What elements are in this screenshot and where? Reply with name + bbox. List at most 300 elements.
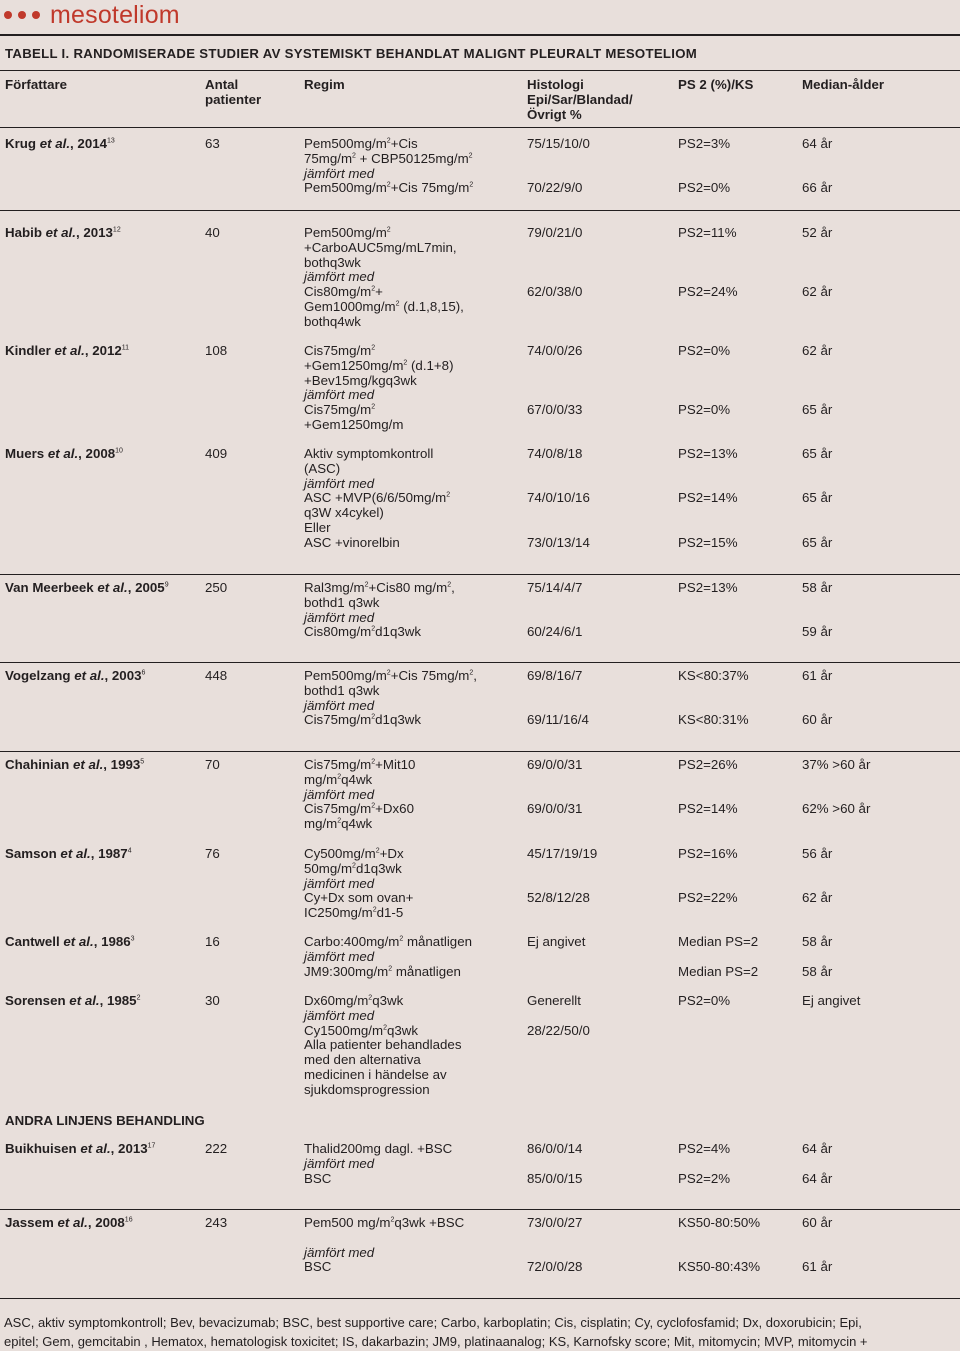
- author-cell: [5, 758, 144, 773]
- reference-number: 3: [130, 935, 135, 943]
- regimen-line: [304, 994, 403, 1009]
- superscript: 2: [371, 285, 376, 293]
- regimen-line: [304, 536, 400, 551]
- regimen-text: sjukdomsprogression: [304, 1081, 430, 1097]
- histology-cell: Generellt: [527, 993, 581, 1008]
- reference-number: 10: [115, 447, 123, 455]
- regimen-text: BSC: [304, 1259, 332, 1275]
- regimen-line: [304, 950, 374, 965]
- superscript: 2: [371, 625, 376, 633]
- author-name: Van Meerbeek: [5, 580, 94, 595]
- age-cell: 62% >60 år: [802, 801, 871, 817]
- author-year: , 2014: [70, 136, 108, 151]
- regimen-text: bothd1 q3wk: [304, 594, 380, 610]
- superscript: 2: [375, 847, 380, 855]
- superscript: 2: [468, 152, 473, 160]
- histology-cell: 86/0/0/14: [527, 1141, 583, 1156]
- regimen-line: [304, 758, 415, 773]
- regimen-text: Cy500mg/m: [304, 846, 376, 861]
- regimen-line: [304, 817, 372, 832]
- author-etal: et al.: [93, 580, 128, 595]
- regimen-text: (d.1+8): [407, 357, 454, 373]
- regimen-line: [304, 1068, 447, 1083]
- author-name: Samson: [5, 846, 57, 861]
- regimen-text: Cis75mg/m: [304, 757, 372, 772]
- author-etal: et al.: [70, 668, 105, 683]
- regimen-line: [304, 1246, 374, 1261]
- regimen-text: Pem500mg/m: [304, 180, 387, 196]
- regimen-line: [304, 847, 404, 862]
- age-cell: Ej angivet: [802, 993, 861, 1008]
- regimen-text: jämfört med: [304, 269, 375, 285]
- brand-title: mesoteliom: [50, 0, 180, 29]
- ps-cell: PS2=0%: [678, 402, 731, 418]
- histology-cell: 75/14/4/7: [527, 580, 583, 595]
- histology-cell: 60/24/6/1: [527, 624, 583, 640]
- author-cell: [5, 344, 129, 359]
- age-cell: 66 år: [802, 180, 833, 196]
- author-name: Sorensen: [5, 993, 66, 1008]
- author-cell: [5, 669, 145, 684]
- superscript: 2: [403, 359, 408, 367]
- regimen-line: [304, 773, 372, 788]
- header-histology-1: Histologi: [527, 77, 584, 92]
- regimen-line: [304, 506, 384, 521]
- header-histology-3: Övrigt %: [527, 107, 582, 122]
- author-etal: et al.: [59, 934, 94, 949]
- regimen-line: [304, 477, 374, 492]
- patients-cell: 63: [205, 136, 220, 151]
- reference-number: 17: [147, 1142, 156, 1150]
- regimen-text: Gem1000mg/m: [304, 299, 396, 314]
- author-year: , 1986: [93, 934, 131, 949]
- ps-cell: PS2=13%: [678, 446, 738, 461]
- superscript: 2: [337, 817, 342, 825]
- header-patients-2: patienter: [205, 92, 262, 107]
- age-cell: 65 år: [802, 402, 833, 418]
- author-cell: [5, 581, 169, 596]
- section-label: ANDRA LINJENS BEHANDLING: [5, 1113, 205, 1128]
- author-year: , 2005: [127, 580, 165, 595]
- regimen-text: +: [375, 284, 383, 300]
- regimen-line: [304, 241, 457, 256]
- regimen-line: [304, 462, 340, 477]
- ps-cell: PS2=16%: [678, 846, 738, 861]
- regimen-text: Ral3mg/m: [304, 580, 365, 595]
- age-cell: 65 år: [802, 534, 833, 550]
- regimen-line: [304, 388, 374, 403]
- regimen-text: q3wk +BSC: [394, 1215, 465, 1230]
- age-cell: 56 år: [802, 846, 833, 861]
- regimen-text: jämfört med: [304, 475, 375, 491]
- regimen-text: Cy1500mg/m: [304, 1022, 384, 1038]
- histology-cell: 75/15/10/0: [527, 136, 590, 151]
- author-name: Kindler: [5, 343, 51, 358]
- ps-cell: PS2=26%: [678, 757, 738, 772]
- regimen-line: [304, 625, 421, 640]
- patients-cell: 108: [205, 343, 228, 358]
- regimen-line: [304, 877, 374, 892]
- superscript: 2: [447, 581, 452, 589]
- footnote-line: epitel; Gem, gemcitabin , Hematox, hematologisk toxicitet; IS, dakarbazin; JM9, platinaanalog; KS, Karnofsky score; Mit, mitomycin; MVP, mitomycin +: [4, 1334, 868, 1349]
- age-cell: 61 år: [802, 1259, 833, 1275]
- regimen-line: [304, 611, 374, 626]
- age-cell: 60 år: [802, 1215, 833, 1230]
- author-name: Habib: [5, 225, 42, 240]
- author-etal: et al.: [50, 343, 85, 358]
- histology-cell: 52/8/12/28: [527, 890, 590, 906]
- histology-cell: 73/0/0/27: [527, 1215, 583, 1230]
- regimen-line: [304, 669, 477, 684]
- superscript: 2: [386, 669, 391, 677]
- regimen-text: Cis75mg/m: [304, 402, 372, 418]
- superscript: 2: [352, 862, 356, 870]
- superscript: 2: [372, 906, 377, 914]
- regimen-text: Cis75mg/m: [304, 343, 372, 358]
- regimen-text: d1q3wk: [355, 860, 402, 876]
- regimen-text: ASC +vinorelbin: [304, 534, 400, 550]
- regimen-line: [304, 1053, 421, 1068]
- regimen-line: [304, 344, 375, 359]
- brand-dot-icon: [18, 11, 26, 19]
- superscript: 2: [364, 581, 369, 589]
- author-year: , 2003: [104, 668, 142, 683]
- regimen-text: +Bev15mg/kgq3wk: [304, 372, 417, 388]
- regimen-text: IC250mg/m: [304, 905, 373, 921]
- author-name: Chahinian: [5, 757, 70, 772]
- header-age: Median-ålder: [802, 77, 885, 92]
- regimen-line: [304, 1009, 374, 1024]
- patients-cell: 448: [205, 668, 228, 683]
- regimen-line: [304, 374, 417, 389]
- age-cell: 64 år: [802, 136, 833, 151]
- regimen-line: [304, 167, 374, 182]
- reference-number: 16: [124, 1216, 133, 1224]
- histology-cell: 45/17/19/19: [527, 846, 598, 861]
- regimen-text: q3wk: [372, 993, 404, 1008]
- ps-cell: KS<80:37%: [678, 668, 749, 683]
- superscript: 2: [390, 1216, 395, 1224]
- patients-cell: 222: [205, 1141, 228, 1156]
- superscript: 2: [469, 669, 474, 677]
- divider: [0, 210, 960, 211]
- regimen-line: [304, 300, 464, 315]
- regimen-text: Cis80mg/m: [304, 284, 372, 300]
- regimen-text: q4wk: [341, 771, 373, 787]
- patients-cell: 409: [205, 446, 228, 461]
- age-cell: 62 år: [802, 343, 833, 358]
- age-cell: 52 år: [802, 225, 833, 240]
- author-cell: [5, 226, 121, 241]
- regimen-text: Pem500 mg/m: [304, 1215, 391, 1230]
- histology-cell: 69/8/16/7: [527, 668, 583, 683]
- superscript: 2: [337, 773, 342, 781]
- ps-cell: PS2=24%: [678, 284, 738, 300]
- reference-number: 12: [112, 226, 121, 234]
- regimen-text: (d.1,8,15),: [399, 299, 464, 314]
- reference-number: 13: [107, 137, 115, 145]
- age-cell: 60 år: [802, 712, 833, 728]
- author-name: Vogelzang: [5, 668, 71, 683]
- regimen-text: Pem500mg/m: [304, 668, 387, 683]
- regimen-line: [304, 315, 361, 330]
- superscript: 2: [395, 300, 400, 308]
- regimen-text: +Cis 75mg/m: [390, 180, 470, 196]
- regimen-line: [304, 935, 472, 950]
- regimen-text: Cis75mg/m: [304, 801, 372, 817]
- regimen-text: bothq3wk: [304, 254, 361, 270]
- histology-cell: 70/22/9/0: [527, 180, 583, 196]
- regimen-text: +Gem1250mg/m: [304, 417, 404, 432]
- regimen-text: +CarboAUC5mg/mL7min,: [304, 239, 457, 255]
- author-etal: et al.: [36, 136, 71, 151]
- author-cell: [5, 935, 135, 950]
- author-year: , 2008: [78, 446, 116, 461]
- reference-number: 2: [136, 994, 141, 1002]
- author-etal: et al.: [56, 846, 91, 861]
- footnote: [4, 1313, 956, 1351]
- regimen-text: månatligen: [403, 934, 472, 949]
- reference-number: 9: [164, 581, 169, 589]
- regimen-text: +Cis80 mg/m: [368, 580, 448, 595]
- superscript: 2: [388, 965, 393, 973]
- divider: [0, 751, 960, 752]
- superscript: 2: [371, 758, 376, 766]
- author-name: Buikhuisen: [5, 1141, 77, 1156]
- age-cell: 65 år: [802, 446, 833, 461]
- age-cell: 59 år: [802, 624, 833, 640]
- brand-dot-icon: [4, 11, 12, 19]
- patients-cell: 76: [205, 846, 220, 861]
- regimen-text: BSC: [304, 1170, 332, 1186]
- author-name: Cantwell: [5, 934, 60, 949]
- histology-cell: 28/22/50/0: [527, 1022, 590, 1038]
- author-year: , 2013: [75, 225, 113, 240]
- regimen-text: jämfört med: [304, 1155, 375, 1171]
- regimen-text: jämfört med: [304, 875, 375, 891]
- ps-cell: KS50-80:50%: [678, 1215, 761, 1230]
- author-name: Jassem: [5, 1215, 54, 1230]
- regimen-text: jämfört med: [304, 1007, 375, 1023]
- age-cell: 65 år: [802, 490, 833, 506]
- histology-cell: 73/0/13/14: [527, 534, 590, 550]
- regimen-text: Carbo:400mg/m: [304, 934, 400, 949]
- regimen-text: jämfört med: [304, 1244, 375, 1260]
- author-name: Krug: [5, 136, 37, 151]
- ps-cell: PS2=15%: [678, 534, 738, 550]
- histology-cell: 79/0/21/0: [527, 225, 583, 240]
- author-cell: [5, 137, 115, 152]
- superscript: 2: [399, 935, 404, 943]
- author-etal: et al.: [65, 993, 100, 1008]
- author-cell: [5, 847, 132, 862]
- regimen-text: jämfört med: [304, 697, 375, 713]
- ps-cell: Median PS=2: [678, 963, 759, 979]
- regimen-line: [304, 891, 413, 906]
- author-cell: [5, 994, 141, 1009]
- histology-cell: 85/0/0/15: [527, 1170, 583, 1186]
- author-year: , 2008: [87, 1215, 125, 1230]
- regimen-line: [304, 802, 414, 817]
- regimen-text: Thalid200mg dagl. +BSC: [304, 1141, 453, 1156]
- regimen-text: jämfört med: [304, 165, 375, 181]
- table-title: TABELL I. RANDOMISERADE STUDIER AV SYSTEMISKT BEHANDLAT MALIGNT PLEURALT MESOTELIOM: [5, 46, 698, 61]
- regimen-text: Eller: [304, 520, 331, 535]
- regimen-line: [304, 1216, 464, 1231]
- header-regimen: Regim: [304, 77, 345, 92]
- regimen-text: mg/m: [304, 816, 338, 832]
- regimen-line: [304, 684, 379, 699]
- age-cell: 64 år: [802, 1170, 833, 1186]
- regimen-text: q3wk: [386, 1022, 419, 1038]
- regimen-text: Aktiv symptomkontroll: [304, 446, 434, 461]
- header-ps: PS 2 (%)/KS: [678, 77, 754, 92]
- regimen-line: [304, 359, 454, 374]
- regimen-line: [304, 581, 455, 596]
- histology-cell: 72/0/0/28: [527, 1259, 583, 1275]
- regimen-text: d1q3wk: [375, 624, 421, 640]
- superscript: 2: [371, 802, 376, 810]
- ps-cell: PS2=0%: [678, 993, 731, 1008]
- histology-cell: 69/11/16/4: [527, 712, 589, 728]
- regimen-text: medicinen i händelse av: [304, 1067, 447, 1082]
- reference-number: 6: [141, 669, 146, 677]
- regimen-line: [304, 256, 361, 271]
- regimen-text: jämfört med: [304, 609, 375, 625]
- regimen-text: + CBP50125mg/m: [355, 150, 469, 166]
- histology-cell: 74/0/0/26: [527, 343, 583, 358]
- ps-cell: KS50-80:43%: [678, 1259, 761, 1275]
- regimen-text: med den alternativa: [304, 1052, 421, 1068]
- ps-cell: PS2=14%: [678, 801, 738, 817]
- ps-cell: PS2=14%: [678, 490, 738, 506]
- author-cell: [5, 1142, 155, 1157]
- superscript: 2: [383, 1024, 387, 1032]
- ps-cell: PS2=0%: [678, 180, 731, 196]
- regimen-line: [304, 699, 374, 714]
- author-year: , 2013: [110, 1141, 148, 1156]
- histology-cell: 74/0/8/18: [527, 446, 583, 461]
- superscript: 2: [386, 226, 391, 234]
- superscript: 2: [386, 181, 391, 189]
- patients-cell: 70: [205, 757, 220, 772]
- ps-cell: PS2=3%: [678, 136, 731, 151]
- regimen-text: d1q3wk: [375, 712, 421, 728]
- regimen-text: bothq4wk: [304, 313, 361, 329]
- histology-cell: 69/0/0/31: [527, 757, 583, 772]
- regimen-line: [304, 1083, 430, 1098]
- reference-number: 5: [140, 758, 145, 766]
- reference-number: 11: [121, 344, 130, 352]
- page-header: [4, 0, 180, 30]
- superscript: 2: [371, 713, 376, 721]
- regimen-line: [304, 906, 403, 921]
- regimen-line: [304, 418, 403, 433]
- regimen-text: JM9:300mg/m: [304, 963, 389, 979]
- author-year: , 1993: [103, 757, 141, 772]
- regimen-text: Alla patienter behandlades: [304, 1037, 462, 1053]
- author-year: , 2012: [84, 343, 122, 358]
- histology-cell: Ej angivet: [527, 934, 586, 949]
- regimen-text: +Dx60: [375, 801, 414, 817]
- divider: [0, 127, 960, 128]
- ps-cell: PS2=11%: [678, 225, 737, 240]
- regimen-text: 50mg/m: [304, 860, 353, 876]
- superscript: 2: [469, 181, 474, 189]
- author-etal: et al.: [44, 446, 79, 461]
- author-year: , 1985: [99, 993, 137, 1008]
- patients-cell: 243: [205, 1215, 228, 1230]
- ps-cell: PS2=13%: [678, 580, 738, 595]
- patients-cell: 30: [205, 993, 220, 1008]
- regimen-text: +Dx: [379, 846, 404, 861]
- regimen-text: bothd1 q3wk: [304, 682, 380, 698]
- regimen-line: [304, 1024, 418, 1039]
- histology-cell: 67/0/0/33: [527, 402, 583, 418]
- header-patients-1: Antal: [205, 77, 239, 92]
- regimen-text: +Cis: [390, 136, 418, 151]
- regimen-text: jämfört med: [304, 948, 375, 964]
- regimen-line: [304, 285, 383, 300]
- regimen-text: +Cis 75mg/m: [390, 668, 470, 683]
- regimen-line: [304, 965, 461, 980]
- author-cell: [5, 1216, 133, 1231]
- age-cell: 61 år: [802, 668, 833, 683]
- superscript: 2: [371, 344, 376, 352]
- author-etal: et al.: [41, 225, 76, 240]
- regimen-line: [304, 521, 331, 536]
- superscript: 2: [352, 152, 356, 160]
- author-cell: [5, 447, 123, 462]
- superscript: 2: [386, 137, 391, 145]
- regimen-text: Cis80mg/m: [304, 624, 372, 640]
- regimen-text: 75mg/m: [304, 150, 353, 166]
- regimen-line: [304, 270, 374, 285]
- regimen-text: Cis75mg/m: [304, 712, 372, 728]
- superscript: 2: [368, 994, 373, 1002]
- regimen-line: [304, 403, 375, 418]
- ps-cell: PS2=4%: [678, 1141, 731, 1156]
- author-name: Muers: [5, 446, 45, 461]
- author-year: , 1987: [90, 846, 128, 861]
- regimen-line: [304, 713, 421, 728]
- regimen-text: månatligen: [392, 963, 461, 979]
- regimen-text: +Mit10: [375, 757, 416, 772]
- regimen-line: [304, 1157, 374, 1172]
- regimen-text: q4wk: [341, 816, 373, 832]
- divider: [0, 1209, 960, 1210]
- header-author: Författare: [5, 77, 68, 92]
- divider: [0, 34, 960, 36]
- regimen-line: [304, 226, 391, 241]
- regimen-line: [304, 491, 450, 506]
- age-cell: 58 år: [802, 580, 833, 595]
- regimen-line: [304, 152, 473, 167]
- age-cell: 37% >60 år: [802, 757, 871, 772]
- divider: [0, 1298, 960, 1299]
- regimen-text: ,: [451, 580, 455, 595]
- regimen-line: [304, 1172, 331, 1187]
- regimen-line: [304, 447, 433, 462]
- reference-number: 4: [127, 847, 132, 855]
- age-cell: 64 år: [802, 1141, 833, 1156]
- ps-cell: PS2=22%: [678, 890, 738, 906]
- histology-cell: 69/0/0/31: [527, 801, 583, 817]
- regimen-line: [304, 788, 374, 803]
- regimen-line: [304, 1038, 461, 1053]
- divider: [0, 662, 960, 663]
- footnote-line: ASC, aktiv symptomkontroll; Bev, bevacizumab; BSC, best supportive care; Carbo, karboplatin; Cis, cisplatin; Cy, cyclofosfamid; Dx, doxorubicin; Epi,: [4, 1315, 862, 1330]
